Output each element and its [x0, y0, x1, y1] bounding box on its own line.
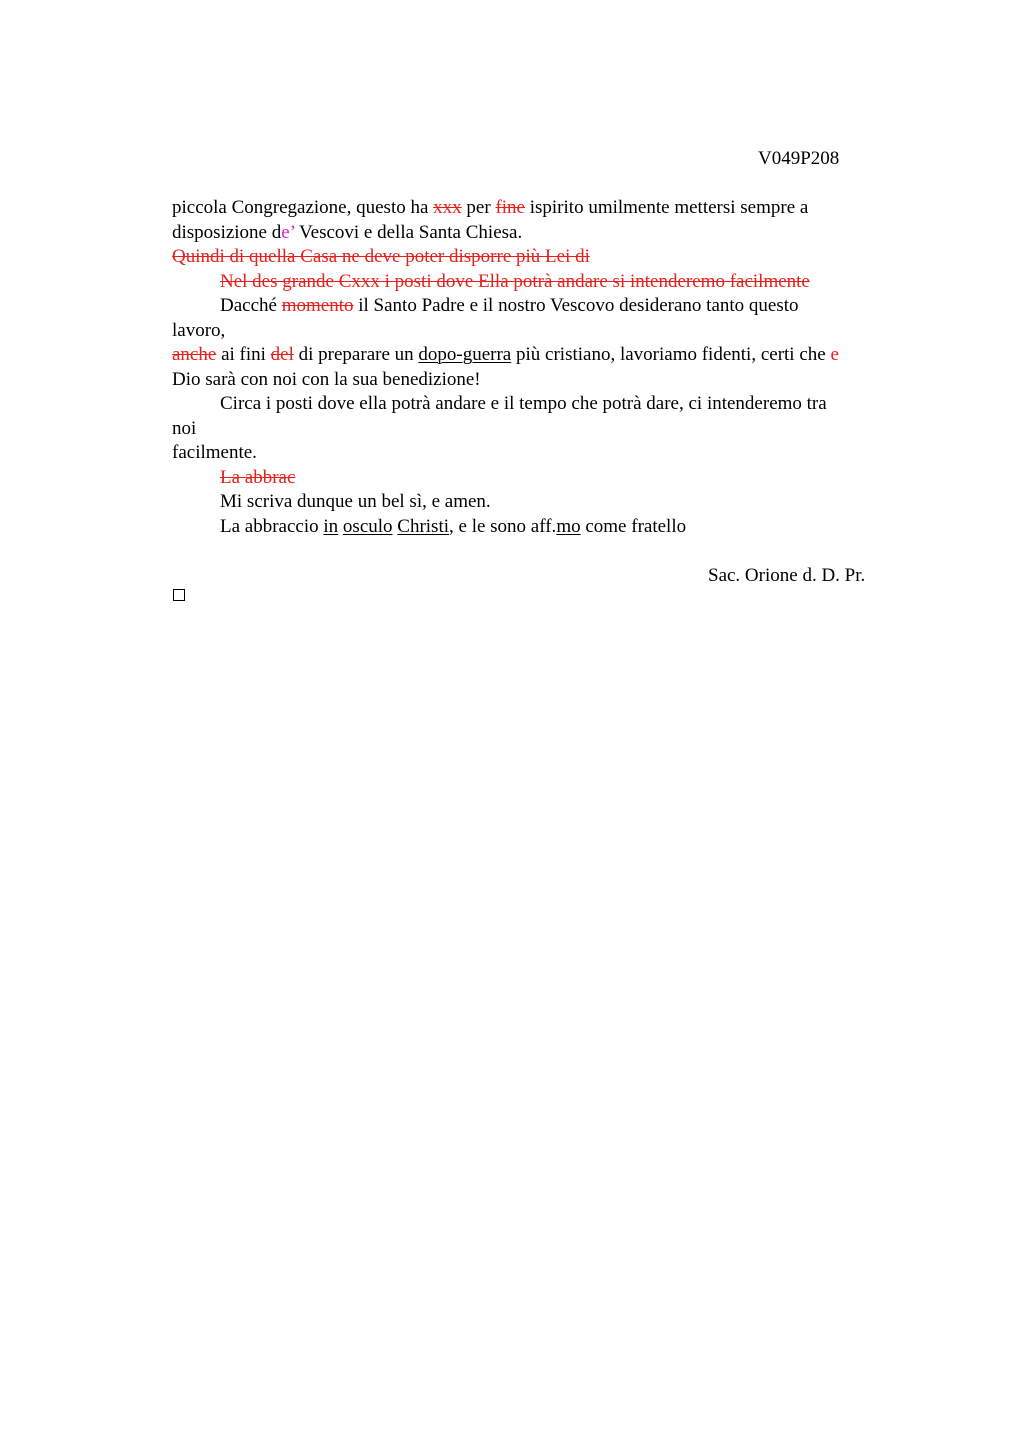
text-line [172, 490, 902, 515]
text-segment: come fratello [580, 515, 687, 537]
inserted-text: e’ [281, 221, 295, 243]
text-line [172, 343, 902, 368]
text-segment: Vescovi e della Santa Chiesa. [294, 221, 523, 243]
text-segment: per [461, 197, 496, 218]
signature: Sac. Orione d. D. Pr. [708, 564, 866, 586]
deleted-text: e [830, 344, 839, 365]
deleted-text: La abbrac [220, 466, 296, 488]
underlined-text: in [323, 515, 339, 537]
deleted-text: xxx [433, 197, 462, 218]
empty-square-icon [173, 589, 185, 601]
text-segment: ispirito umilmente mettersi sempre a [524, 197, 809, 218]
deleted-text: anche [172, 344, 217, 365]
text-segment: lavoro, [172, 319, 226, 341]
text-line [172, 392, 902, 417]
text-line [172, 319, 902, 344]
underlined-text: Christi [397, 515, 450, 537]
text-line [172, 441, 902, 466]
text-segment: il Santo Padre e il nostro Vescovo desiderano tanto questo [353, 295, 799, 316]
deleted-text: momento [281, 295, 354, 316]
letter-body [172, 196, 902, 588]
text-line [172, 515, 902, 540]
text-segment: La abbraccio [220, 515, 324, 537]
text-segment: , e le sono aff. [449, 515, 557, 537]
underlined-text: osculo [342, 515, 393, 537]
text-segment: noi [172, 417, 197, 439]
underlined-text: dopo-guerra [418, 344, 512, 365]
text-line [172, 417, 902, 442]
text-segment: Dio sarà con noi con la sua benedizione! [172, 368, 481, 390]
deleted-text: Nel des grande Cxxx i posti dove Ella potrà andare si intenderemo facilmente [220, 270, 810, 292]
deleted-text: del [270, 344, 294, 365]
text-line [172, 245, 902, 270]
text-segment: di preparare un [293, 344, 419, 365]
deleted-text: fine [495, 197, 525, 218]
text-line [172, 294, 902, 319]
text-segment: Mi scriva dunque un bel sì, e amen. [220, 491, 491, 512]
text-line [172, 368, 902, 393]
text-segment: disposizione d [172, 221, 282, 243]
text-line [172, 196, 902, 221]
text-segment: ai fini [216, 344, 271, 365]
text-segment: piccola Congregazione, questo ha [172, 197, 434, 218]
text-segment: più cristiano, lavoriamo fidenti, certi che [511, 344, 831, 365]
underlined-text: mo [556, 515, 581, 537]
deleted-text: Quindi di quella Casa ne deve poter disporre più Lei di [172, 246, 590, 267]
text-line [172, 466, 902, 491]
text-segment: Dacché [220, 295, 282, 316]
text-segment: facilmente. [172, 442, 257, 463]
text-line [172, 270, 902, 295]
page-identifier: V049P208 [758, 148, 840, 169]
text-line [172, 221, 902, 246]
text-segment: Circa i posti dove ella potrà andare e il tempo che potrà dare, ci intenderemo tra [220, 393, 827, 414]
